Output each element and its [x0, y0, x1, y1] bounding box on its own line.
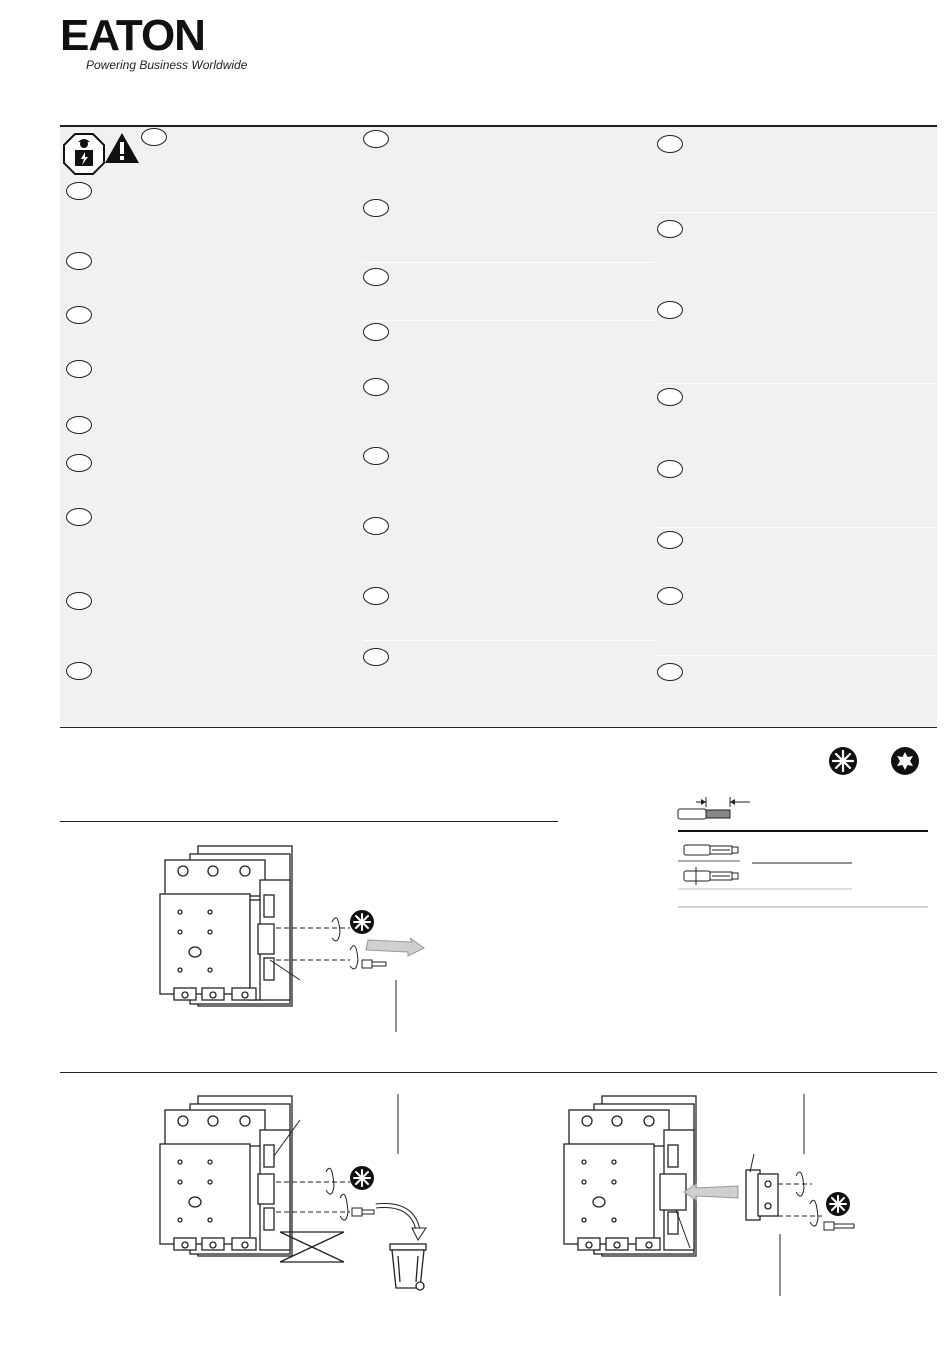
cell-separator	[657, 383, 935, 384]
logo-wordmark: EATON	[60, 11, 205, 60]
language-bubble	[363, 587, 389, 605]
language-bubble	[66, 454, 92, 472]
language-bubble	[363, 378, 389, 396]
screw-icon	[824, 1222, 854, 1230]
language-bubble	[66, 416, 92, 434]
contactor-illustration	[564, 1096, 696, 1256]
language-bubble	[657, 531, 683, 549]
figure-removal	[150, 840, 450, 1040]
language-bubble	[363, 268, 389, 286]
screw-icon	[362, 960, 386, 968]
language-bubble	[657, 663, 683, 681]
language-bubble	[363, 130, 389, 148]
language-bubble	[66, 360, 92, 378]
cell-separator	[657, 655, 935, 656]
language-bubble	[657, 587, 683, 605]
language-bubble	[66, 662, 92, 680]
language-bubble	[66, 306, 92, 324]
language-bubble	[363, 323, 389, 341]
cell-separator	[363, 640, 655, 641]
screw-icon	[352, 1208, 374, 1216]
logo-tagline: Powering Business Worldwide	[86, 58, 248, 72]
safety-panel	[60, 127, 937, 727]
language-bubble	[657, 220, 683, 238]
ferrule-conductor-icon	[684, 867, 738, 885]
stranded-conductor-icon	[684, 845, 738, 855]
language-bubble	[657, 388, 683, 406]
language-bubble	[66, 182, 92, 200]
phillips-screwdriver-icon	[826, 1192, 850, 1216]
language-bubble	[141, 128, 167, 146]
mounting-arrow-icon	[684, 1184, 738, 1200]
cell-separator	[657, 212, 935, 213]
removal-arrow-icon	[366, 938, 424, 956]
section-rule-removal	[60, 821, 558, 822]
figure-disposal	[150, 1090, 450, 1300]
language-bubble	[657, 301, 683, 319]
cell-separator	[657, 527, 935, 528]
figure-mounting	[560, 1090, 880, 1300]
language-bubble	[363, 447, 389, 465]
language-bubble	[66, 508, 92, 526]
contactor-illustration	[160, 846, 292, 1006]
recycle-bin-icon	[390, 1244, 426, 1290]
panel-bottom-rule	[60, 727, 937, 728]
language-bubble	[363, 517, 389, 535]
language-bubble	[66, 252, 92, 270]
language-bubble	[66, 592, 92, 610]
language-bubble	[363, 199, 389, 217]
torx-screwdriver-icon	[890, 746, 920, 776]
language-bubble	[657, 460, 683, 478]
auxiliary-contact-module	[746, 1170, 778, 1220]
cable-table	[676, 795, 930, 910]
cell-separator	[363, 262, 655, 263]
language-bubble	[363, 648, 389, 666]
contactor-illustration	[160, 1096, 292, 1256]
warning-triangle-icon	[104, 132, 140, 164]
phillips-screwdriver-icon	[350, 910, 374, 934]
phillips-screwdriver-icon	[350, 1166, 374, 1190]
strip-length-icon	[678, 797, 750, 819]
phillips-screwdriver-icon	[828, 746, 858, 776]
electrician-icon	[62, 132, 106, 176]
section-rule-mounting	[60, 1072, 937, 1073]
language-bubble	[657, 135, 683, 153]
eaton-logo	[60, 11, 248, 76]
cell-separator	[363, 320, 655, 321]
